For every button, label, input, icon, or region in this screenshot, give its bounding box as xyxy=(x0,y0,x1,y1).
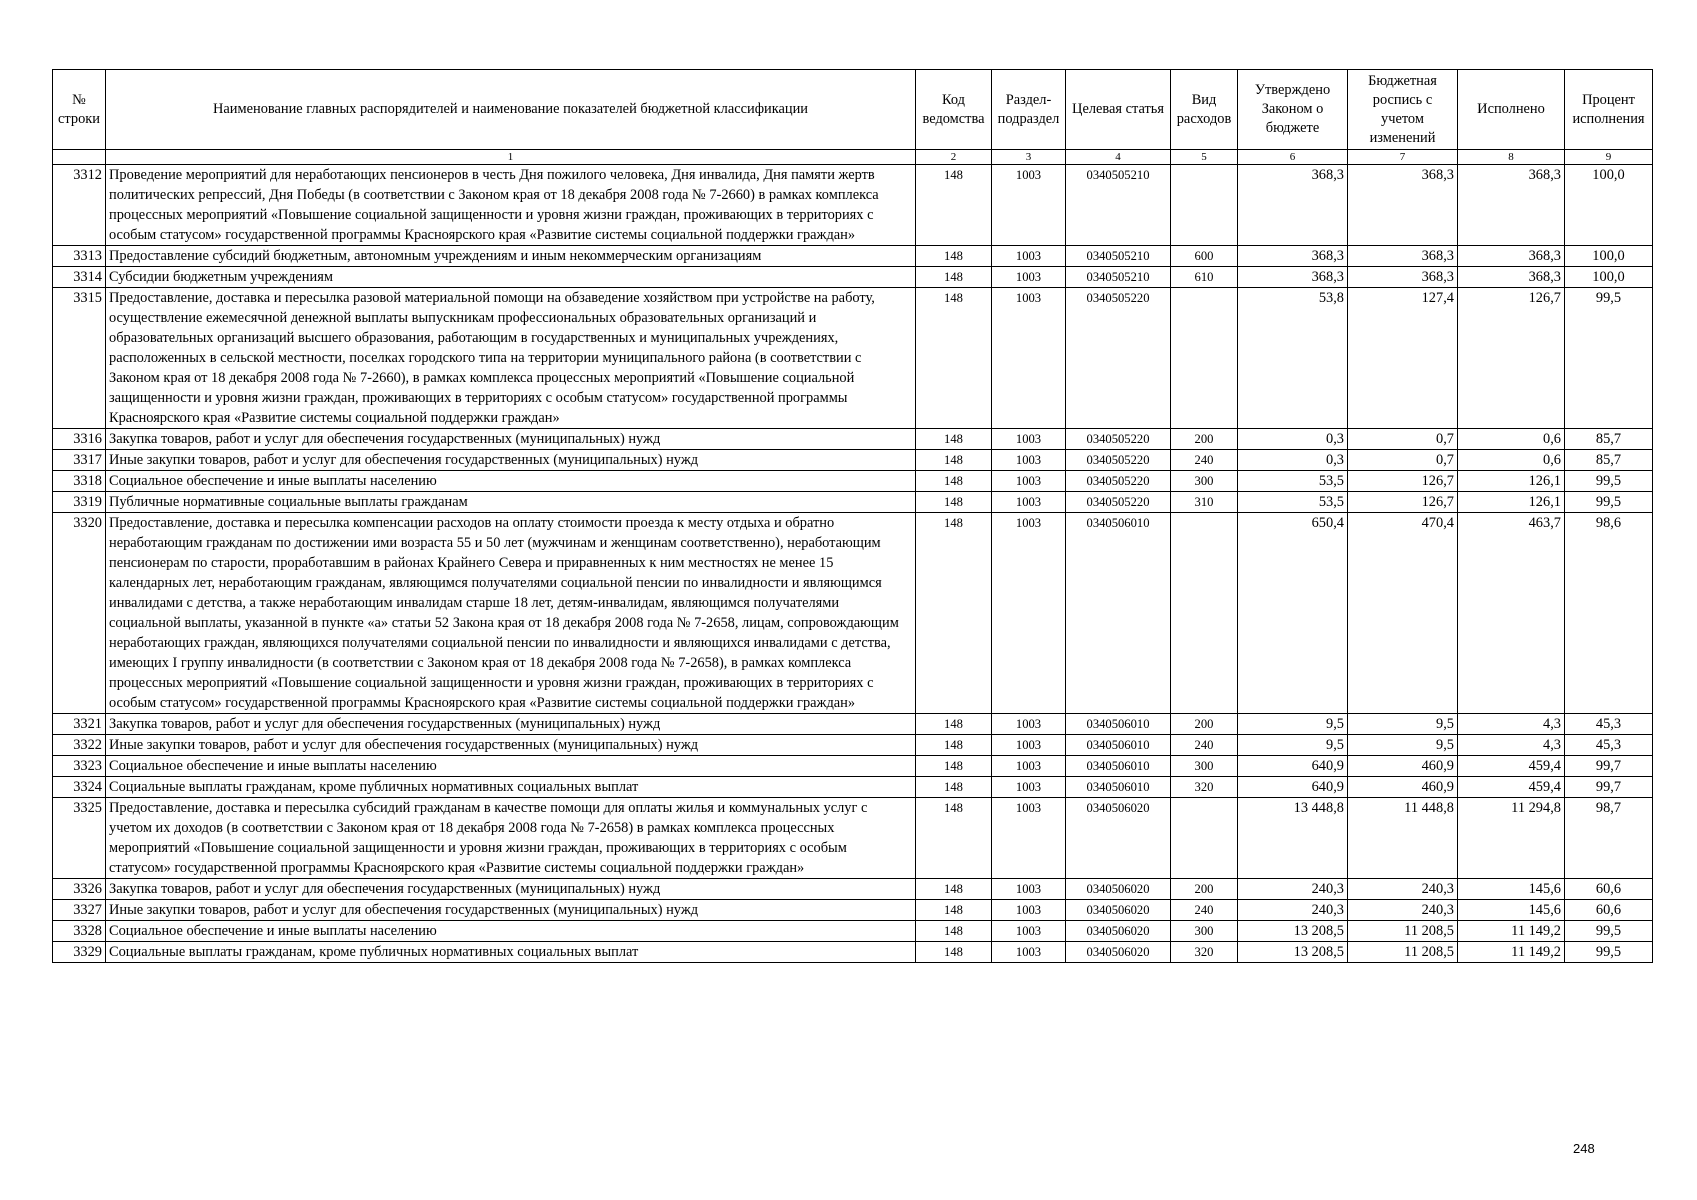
row-name: Предоставление, доставка и пересылка компенсации расходов на оплату стоимости проезда к месту отдыха и обратно неработающим гражданам по достижении ими возраста 55 и 50 лет (мужчинам и женщинам соответственно), неработающим пенсионерам по старости, проработавшим в районах Крайнего Севера и приравненных к ним местностях не менее 15 календарных лет, неработающим гражданам, являющимся получателями социальной пенсии по инвалидности и являющимся инвалидами с детства, а также неработающим инвалидам старше 18 лет, детям-инвалидам, являющимся получателями социальной выплаты, указанной в пункте «а» статьи 52 Закона края от 18 декабря 2008 года № 7-2658, лицам, сопровождающим неработающих граждан, являющихся получателями социальной пенсии по инвалидности и являющихся инвалидами с детства, имеющих I группу инвалидности (в соответствии с Законом края от 18 декабря 2008 года № 7-2658), в рамках комплекса процессных мероприятий «Повышение социальной защищенности и уровня жизни граждан, проживающих в территориях с особым статусом» государственной программы Красноярского края «Развитие системы социальной поддержки граждан» xyxy=(106,513,916,714)
dept-code: 148 xyxy=(916,735,992,756)
row-number: 3315 xyxy=(53,288,106,429)
execution-percent: 60,6 xyxy=(1565,900,1653,921)
dept-code: 148 xyxy=(916,777,992,798)
header-row-number: № строки xyxy=(53,70,106,150)
header-percent: Процент исполнения xyxy=(1565,70,1653,150)
target-code: 0340506010 xyxy=(1066,756,1171,777)
executed-amount: 11 149,2 xyxy=(1458,921,1565,942)
target-code: 0340505210 xyxy=(1066,267,1171,288)
budget-amount: 470,4 xyxy=(1348,513,1458,714)
header-section: Раздел-подраздел xyxy=(992,70,1066,150)
target-code: 0340505210 xyxy=(1066,246,1171,267)
execution-percent: 45,3 xyxy=(1565,714,1653,735)
column-number xyxy=(53,150,106,165)
approved-amount: 368,3 xyxy=(1238,165,1348,246)
table-row xyxy=(53,777,1653,798)
expense-kind: 300 xyxy=(1171,471,1238,492)
section-code: 1003 xyxy=(992,942,1066,963)
expense-kind xyxy=(1171,798,1238,879)
budget-amount: 368,3 xyxy=(1348,246,1458,267)
expense-kind xyxy=(1171,288,1238,429)
row-number: 3328 xyxy=(53,921,106,942)
expense-kind: 300 xyxy=(1171,921,1238,942)
row-number: 3319 xyxy=(53,492,106,513)
table-row xyxy=(53,735,1653,756)
execution-percent: 98,6 xyxy=(1565,513,1653,714)
table-row xyxy=(53,471,1653,492)
row-number: 3322 xyxy=(53,735,106,756)
row-name: Иные закупки товаров, работ и услуг для обеспечения государственных (муниципальных) нужд xyxy=(106,735,916,756)
table-row xyxy=(53,879,1653,900)
section-code: 1003 xyxy=(992,288,1066,429)
dept-code: 148 xyxy=(916,267,992,288)
row-name: Публичные нормативные социальные выплаты гражданам xyxy=(106,492,916,513)
expense-kind: 610 xyxy=(1171,267,1238,288)
target-code: 0340505210 xyxy=(1066,165,1171,246)
approved-amount: 13 208,5 xyxy=(1238,921,1348,942)
column-number: 7 xyxy=(1348,150,1458,165)
row-name: Предоставление, доставка и пересылка разовой материальной помощи на обзаведение хозяйством при устройстве на работу, осуществление ежемесячной денежной выплаты выпускникам профессиональных образовательных организаций и образовательных организаций высшего образования, работающим в государственных и муниципальных учреждениях, расположенных в сельской местности, поселках городского типа на территории муниципального района (в соответствии с Законом края от 18 декабря 2008 года № 7-2660), в рамках комплекса процессных мероприятий «Повышение социальной защищенности и уровня жизни граждан, проживающих в территориях с особым статусом» государственной программы Красноярского края «Развитие системы социальной поддержки граждан» xyxy=(106,288,916,429)
target-code: 0340506020 xyxy=(1066,900,1171,921)
dept-code: 148 xyxy=(916,492,992,513)
budget-amount: 0,7 xyxy=(1348,450,1458,471)
execution-percent: 99,5 xyxy=(1565,471,1653,492)
approved-amount: 0,3 xyxy=(1238,429,1348,450)
table-row xyxy=(53,267,1653,288)
expense-kind xyxy=(1171,165,1238,246)
budget-amount: 126,7 xyxy=(1348,471,1458,492)
table-row xyxy=(53,942,1653,963)
column-number: 1 xyxy=(106,150,916,165)
row-number: 3321 xyxy=(53,714,106,735)
column-number: 2 xyxy=(916,150,992,165)
target-code: 0340506020 xyxy=(1066,879,1171,900)
row-name: Закупка товаров, работ и услуг для обеспечения государственных (муниципальных) нужд xyxy=(106,429,916,450)
header-executed: Исполнено xyxy=(1458,70,1565,150)
row-number: 3320 xyxy=(53,513,106,714)
expense-kind: 310 xyxy=(1171,492,1238,513)
section-code: 1003 xyxy=(992,450,1066,471)
column-number: 6 xyxy=(1238,150,1348,165)
header-target-article: Целевая статья xyxy=(1066,70,1171,150)
executed-amount: 145,6 xyxy=(1458,900,1565,921)
row-name: Социальное обеспечение и иные выплаты населению xyxy=(106,756,916,777)
target-code: 0340505220 xyxy=(1066,429,1171,450)
approved-amount: 368,3 xyxy=(1238,267,1348,288)
target-code: 0340506010 xyxy=(1066,735,1171,756)
column-number-row xyxy=(53,150,1653,165)
target-code: 0340506010 xyxy=(1066,513,1171,714)
column-number: 3 xyxy=(992,150,1066,165)
target-code: 0340505220 xyxy=(1066,450,1171,471)
budget-amount: 460,9 xyxy=(1348,756,1458,777)
executed-amount: 368,3 xyxy=(1458,165,1565,246)
budget-amount: 368,3 xyxy=(1348,165,1458,246)
approved-amount: 9,5 xyxy=(1238,735,1348,756)
row-name: Социальное обеспечение и иные выплаты населению xyxy=(106,471,916,492)
approved-amount: 13 208,5 xyxy=(1238,942,1348,963)
dept-code: 148 xyxy=(916,921,992,942)
executed-amount: 368,3 xyxy=(1458,267,1565,288)
section-code: 1003 xyxy=(992,777,1066,798)
budget-table xyxy=(52,69,1653,963)
section-code: 1003 xyxy=(992,492,1066,513)
execution-percent: 99,7 xyxy=(1565,777,1653,798)
table-row xyxy=(53,714,1653,735)
executed-amount: 459,4 xyxy=(1458,756,1565,777)
executed-amount: 463,7 xyxy=(1458,513,1565,714)
approved-amount: 640,9 xyxy=(1238,756,1348,777)
budget-amount: 368,3 xyxy=(1348,267,1458,288)
approved-amount: 13 448,8 xyxy=(1238,798,1348,879)
column-number: 9 xyxy=(1565,150,1653,165)
budget-amount: 9,5 xyxy=(1348,714,1458,735)
row-number: 3329 xyxy=(53,942,106,963)
approved-amount: 240,3 xyxy=(1238,900,1348,921)
column-number: 5 xyxy=(1171,150,1238,165)
dept-code: 148 xyxy=(916,288,992,429)
row-number: 3325 xyxy=(53,798,106,879)
row-name: Социальные выплаты гражданам, кроме публичных нормативных социальных выплат xyxy=(106,942,916,963)
row-number: 3318 xyxy=(53,471,106,492)
execution-percent: 45,3 xyxy=(1565,735,1653,756)
row-name: Закупка товаров, работ и услуг для обеспечения государственных (муниципальных) нужд xyxy=(106,714,916,735)
row-name: Закупка товаров, работ и услуг для обеспечения государственных (муниципальных) нужд xyxy=(106,879,916,900)
expense-kind: 240 xyxy=(1171,900,1238,921)
execution-percent: 100,0 xyxy=(1565,165,1653,246)
execution-percent: 85,7 xyxy=(1565,429,1653,450)
expense-kind: 200 xyxy=(1171,879,1238,900)
approved-amount: 640,9 xyxy=(1238,777,1348,798)
execution-percent: 99,5 xyxy=(1565,492,1653,513)
executed-amount: 126,7 xyxy=(1458,288,1565,429)
row-number: 3313 xyxy=(53,246,106,267)
expense-kind: 240 xyxy=(1171,450,1238,471)
dept-code: 148 xyxy=(916,942,992,963)
budget-sheet xyxy=(52,69,1653,963)
approved-amount: 240,3 xyxy=(1238,879,1348,900)
execution-percent: 99,5 xyxy=(1565,942,1653,963)
table-row xyxy=(53,900,1653,921)
budget-amount: 11 208,5 xyxy=(1348,921,1458,942)
executed-amount: 4,3 xyxy=(1458,735,1565,756)
budget-amount: 11 208,5 xyxy=(1348,942,1458,963)
section-code: 1003 xyxy=(992,921,1066,942)
section-code: 1003 xyxy=(992,756,1066,777)
approved-amount: 9,5 xyxy=(1238,714,1348,735)
row-name: Иные закупки товаров, работ и услуг для обеспечения государственных (муниципальных) нужд xyxy=(106,900,916,921)
section-code: 1003 xyxy=(992,735,1066,756)
execution-percent: 85,7 xyxy=(1565,450,1653,471)
dept-code: 148 xyxy=(916,756,992,777)
section-code: 1003 xyxy=(992,798,1066,879)
table-row xyxy=(53,429,1653,450)
dept-code: 148 xyxy=(916,513,992,714)
table-row xyxy=(53,756,1653,777)
row-number: 3323 xyxy=(53,756,106,777)
dept-code: 148 xyxy=(916,165,992,246)
row-number: 3316 xyxy=(53,429,106,450)
execution-percent: 99,5 xyxy=(1565,921,1653,942)
target-code: 0340506020 xyxy=(1066,798,1171,879)
approved-amount: 368,3 xyxy=(1238,246,1348,267)
expense-kind: 600 xyxy=(1171,246,1238,267)
target-code: 0340505220 xyxy=(1066,471,1171,492)
row-number: 3327 xyxy=(53,900,106,921)
column-number: 8 xyxy=(1458,150,1565,165)
executed-amount: 126,1 xyxy=(1458,471,1565,492)
execution-percent: 99,5 xyxy=(1565,288,1653,429)
section-code: 1003 xyxy=(992,246,1066,267)
executed-amount: 0,6 xyxy=(1458,429,1565,450)
row-name: Социальное обеспечение и иные выплаты населению xyxy=(106,921,916,942)
header-budget-schedule: Бюджетная роспись с учетом изменений xyxy=(1348,70,1458,150)
dept-code: 148 xyxy=(916,246,992,267)
expense-kind: 300 xyxy=(1171,756,1238,777)
section-code: 1003 xyxy=(992,513,1066,714)
expense-kind: 320 xyxy=(1171,777,1238,798)
executed-amount: 11 294,8 xyxy=(1458,798,1565,879)
dept-code: 148 xyxy=(916,471,992,492)
approved-amount: 53,8 xyxy=(1238,288,1348,429)
expense-kind: 200 xyxy=(1171,714,1238,735)
header-expense-kind: Вид расходов xyxy=(1171,70,1238,150)
table-row xyxy=(53,921,1653,942)
dept-code: 148 xyxy=(916,714,992,735)
expense-kind xyxy=(1171,513,1238,714)
row-number: 3324 xyxy=(53,777,106,798)
target-code: 0340506010 xyxy=(1066,714,1171,735)
row-number: 3312 xyxy=(53,165,106,246)
executed-amount: 459,4 xyxy=(1458,777,1565,798)
expense-kind: 320 xyxy=(1171,942,1238,963)
dept-code: 148 xyxy=(916,879,992,900)
table-row xyxy=(53,165,1653,246)
executed-amount: 368,3 xyxy=(1458,246,1565,267)
row-number: 3317 xyxy=(53,450,106,471)
target-code: 0340506020 xyxy=(1066,942,1171,963)
dept-code: 148 xyxy=(916,900,992,921)
row-name: Социальные выплаты гражданам, кроме публичных нормативных социальных выплат xyxy=(106,777,916,798)
column-number: 4 xyxy=(1066,150,1171,165)
row-name: Субсидии бюджетным учреждениям xyxy=(106,267,916,288)
budget-amount: 127,4 xyxy=(1348,288,1458,429)
target-code: 0340506010 xyxy=(1066,777,1171,798)
table-row xyxy=(53,246,1653,267)
budget-amount: 11 448,8 xyxy=(1348,798,1458,879)
budget-amount: 240,3 xyxy=(1348,900,1458,921)
approved-amount: 0,3 xyxy=(1238,450,1348,471)
expense-kind: 200 xyxy=(1171,429,1238,450)
header-approved: Утверждено Законом о бюджете xyxy=(1238,70,1348,150)
row-name: Предоставление, доставка и пересылка субсидий гражданам в качестве помощи для оплаты жилья и коммунальных услуг с учетом их доходов (в соответствии с Законом края от 18 декабря 2008 года № 7-2658) в рамках комплекса процессных мероприятий «Повышение социальной защищенности и уровня жизни граждан, проживающих в территориях с особым статусом» государственной программы Красноярского края «Развитие системы социальной поддержки граждан» xyxy=(106,798,916,879)
executed-amount: 126,1 xyxy=(1458,492,1565,513)
budget-amount: 460,9 xyxy=(1348,777,1458,798)
budget-amount: 9,5 xyxy=(1348,735,1458,756)
section-code: 1003 xyxy=(992,714,1066,735)
execution-percent: 60,6 xyxy=(1565,879,1653,900)
table-row xyxy=(53,450,1653,471)
executed-amount: 0,6 xyxy=(1458,450,1565,471)
section-code: 1003 xyxy=(992,267,1066,288)
executed-amount: 145,6 xyxy=(1458,879,1565,900)
table-row xyxy=(53,513,1653,714)
table-row xyxy=(53,288,1653,429)
execution-percent: 100,0 xyxy=(1565,267,1653,288)
table-row xyxy=(53,798,1653,879)
execution-percent: 98,7 xyxy=(1565,798,1653,879)
row-number: 3314 xyxy=(53,267,106,288)
approved-amount: 53,5 xyxy=(1238,492,1348,513)
section-code: 1003 xyxy=(992,429,1066,450)
dept-code: 148 xyxy=(916,429,992,450)
executed-amount: 4,3 xyxy=(1458,714,1565,735)
row-name: Предоставление субсидий бюджетным, автономным учреждениям и иным некоммерческим организациям xyxy=(106,246,916,267)
execution-percent: 100,0 xyxy=(1565,246,1653,267)
table-row xyxy=(53,492,1653,513)
executed-amount: 11 149,2 xyxy=(1458,942,1565,963)
target-code: 0340506020 xyxy=(1066,921,1171,942)
section-code: 1003 xyxy=(992,900,1066,921)
header-dept-code: Код ведомства xyxy=(916,70,992,150)
header-row xyxy=(53,70,1653,150)
section-code: 1003 xyxy=(992,471,1066,492)
row-name: Иные закупки товаров, работ и услуг для обеспечения государственных (муниципальных) нужд xyxy=(106,450,916,471)
approved-amount: 53,5 xyxy=(1238,471,1348,492)
dept-code: 148 xyxy=(916,798,992,879)
budget-amount: 0,7 xyxy=(1348,429,1458,450)
execution-percent: 99,7 xyxy=(1565,756,1653,777)
row-number: 3326 xyxy=(53,879,106,900)
budget-amount: 240,3 xyxy=(1348,879,1458,900)
section-code: 1003 xyxy=(992,165,1066,246)
header-name: Наименование главных распорядителей и наименование показателей бюджетной классификации xyxy=(106,70,916,150)
dept-code: 148 xyxy=(916,450,992,471)
target-code: 0340505220 xyxy=(1066,288,1171,429)
page-number: 248 xyxy=(1573,1141,1595,1156)
approved-amount: 650,4 xyxy=(1238,513,1348,714)
budget-amount: 126,7 xyxy=(1348,492,1458,513)
target-code: 0340505220 xyxy=(1066,492,1171,513)
section-code: 1003 xyxy=(992,879,1066,900)
expense-kind: 240 xyxy=(1171,735,1238,756)
row-name: Проведение мероприятий для неработающих пенсионеров в честь Дня пожилого человека, Дня инвалида, Дня памяти жертв политических репрессий, Дня Победы (в соответствии с Законом края от 18 декабря 2008 года № 7-2660) в рамках комплекса процессных мероприятий «Повышение социальной защищенности и уровня жизни граждан, проживающих в территориях с особым статусом» государственной программы Красноярского края «Развитие системы социальной поддержки граждан» xyxy=(106,165,916,246)
